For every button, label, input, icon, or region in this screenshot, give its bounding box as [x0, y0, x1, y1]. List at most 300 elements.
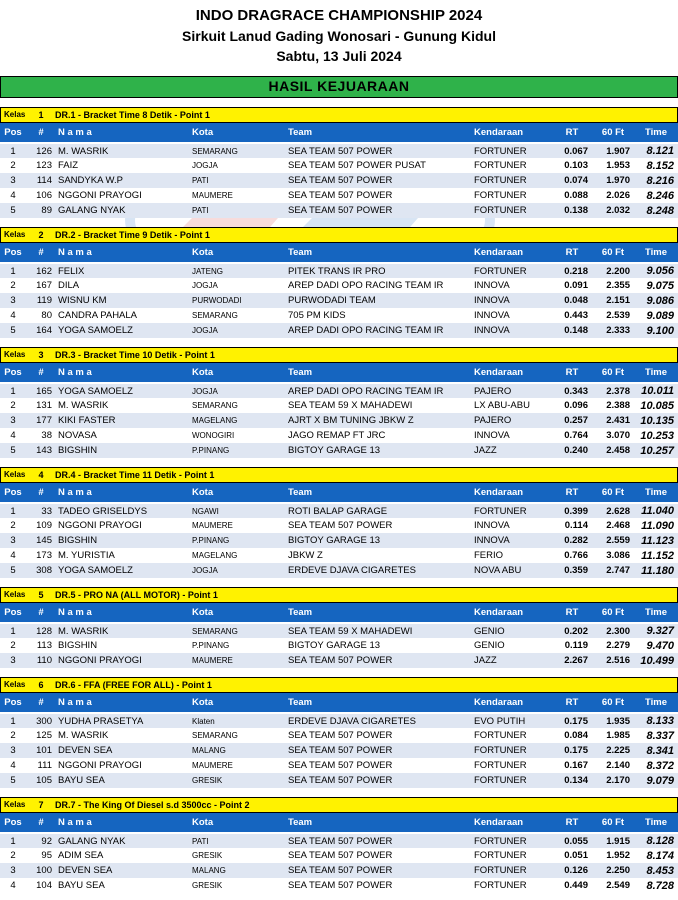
table-header-row — [0, 363, 678, 383]
header-pos: Pos — [0, 483, 26, 503]
cell-time: 8.453 — [634, 863, 678, 878]
table-row — [0, 863, 678, 878]
cell-name: M. WASRIK — [56, 143, 190, 158]
cell-rt: 0.218 — [552, 263, 592, 278]
results-table — [0, 603, 678, 668]
cell-rt: 0.055 — [552, 833, 592, 848]
cell-city: MAGELANG — [190, 548, 286, 563]
cell-team: PURWODADI TEAM — [286, 293, 472, 308]
cell-pos: 4 — [0, 308, 26, 323]
header-name: N a m a — [56, 813, 190, 833]
cell-number: 89 — [26, 203, 56, 218]
event-title: INDO DRAGRACE CHAMPIONSHIP 2024 — [195, 7, 483, 24]
cell-name: BIGSHIN — [56, 533, 190, 548]
cell-60ft: 2.250 — [592, 863, 634, 878]
cell-rt: 0.119 — [552, 638, 592, 653]
cell-number: 123 — [26, 158, 56, 173]
cell-name: NGGONI PRAYOGI — [56, 518, 190, 533]
cell-60ft: 2.032 — [592, 203, 634, 218]
cell-60ft: 2.140 — [592, 758, 634, 773]
cell-pos: 2 — [0, 158, 26, 173]
cell-time: 8.337 — [634, 728, 678, 743]
cell-60ft: 2.559 — [592, 533, 634, 548]
cell-name: KIKI FASTER — [56, 413, 190, 428]
cell-city: PURWODADI — [190, 293, 286, 308]
cell-number: 125 — [26, 728, 56, 743]
cell-number: 92 — [26, 833, 56, 848]
cell-number: 128 — [26, 623, 56, 638]
table-row — [0, 263, 678, 278]
cell-pos: 3 — [0, 293, 26, 308]
class-number: 6 — [38, 680, 44, 690]
cell-rt: 0.074 — [552, 173, 592, 188]
header-vehicle: Kendaraan — [472, 363, 552, 383]
cell-vehicle: NOVA ABU — [472, 563, 552, 578]
cell-name: WISNU KM — [56, 293, 190, 308]
header-city: Kota — [190, 603, 286, 623]
cell-number: 95 — [26, 848, 56, 863]
cell-pos: 2 — [0, 518, 26, 533]
cell-name: SANDYKA W.P — [56, 173, 190, 188]
cell-60ft: 1.970 — [592, 173, 634, 188]
cell-vehicle: LX ABU-ABU — [472, 398, 552, 413]
cell-city: PATI — [190, 833, 286, 848]
header-time: Time — [634, 123, 678, 143]
table-row — [0, 773, 678, 788]
cell-number: 101 — [26, 743, 56, 758]
cell-name: NGGONI PRAYOGI — [56, 653, 190, 668]
cell-name: CANDRA PAHALA — [56, 308, 190, 323]
cell-60ft: 1.952 — [592, 848, 634, 863]
cell-rt: 0.088 — [552, 188, 592, 203]
cell-pos: 3 — [0, 653, 26, 668]
cell-time: 8.121 — [634, 143, 678, 158]
table-row — [0, 623, 678, 638]
cell-vehicle: PAJERO — [472, 383, 552, 398]
cell-team: SEA TEAM 507 POWER — [286, 773, 472, 788]
cell-time: 11.123 — [634, 533, 678, 548]
cell-vehicle: INNOVA — [472, 518, 552, 533]
cell-number: 173 — [26, 548, 56, 563]
cell-60ft: 2.431 — [592, 413, 634, 428]
results-table — [0, 483, 678, 578]
cell-time: 9.056 — [634, 263, 678, 278]
cell-60ft: 1.953 — [592, 158, 634, 173]
header-rt: RT — [552, 363, 592, 383]
cell-pos: 2 — [0, 728, 26, 743]
header-60ft: 60 Ft — [592, 813, 634, 833]
class-name: DR.1 - Bracket Time 8 Detik - Point 1 — [55, 110, 210, 120]
cell-vehicle: FORTUNER — [472, 203, 552, 218]
header-time: Time — [634, 243, 678, 263]
cell-name: GALANG NYAK — [56, 833, 190, 848]
cell-team: AREP DADI OPO RACING TEAM IR — [286, 323, 472, 338]
cell-60ft: 2.151 — [592, 293, 634, 308]
table-header-row — [0, 603, 678, 623]
cell-time: 8.341 — [634, 743, 678, 758]
cell-60ft: 2.388 — [592, 398, 634, 413]
results-table — [0, 693, 678, 788]
cell-60ft: 2.468 — [592, 518, 634, 533]
class-name: DR.2 - Bracket Time 9 Detik - Point 1 — [55, 230, 210, 240]
header-number: # — [26, 813, 56, 833]
cell-city: JOGJA — [190, 563, 286, 578]
cell-60ft: 2.333 — [592, 323, 634, 338]
cell-60ft: 2.539 — [592, 308, 634, 323]
cell-city: PATI — [190, 173, 286, 188]
table-row — [0, 518, 678, 533]
cell-city: NGAWI — [190, 503, 286, 518]
header-city: Kota — [190, 363, 286, 383]
cell-team: SEA TEAM 507 POWER — [286, 188, 472, 203]
class-title-bar — [0, 227, 678, 243]
cell-time: 8.728 — [634, 878, 678, 893]
header-city: Kota — [190, 693, 286, 713]
cell-name: NGGONI PRAYOGI — [56, 758, 190, 773]
results-table — [0, 243, 678, 338]
cell-name: BAYU SEA — [56, 773, 190, 788]
cell-vehicle: INNOVA — [472, 533, 552, 548]
cell-rt: 0.257 — [552, 413, 592, 428]
header-time: Time — [634, 603, 678, 623]
cell-number: 100 — [26, 863, 56, 878]
cell-time: 11.180 — [634, 563, 678, 578]
cell-rt: 0.096 — [552, 398, 592, 413]
cell-name: BAYU SEA — [56, 878, 190, 893]
cell-vehicle: EVO PUTIH — [472, 713, 552, 728]
cell-rt: 0.103 — [552, 158, 592, 173]
cell-time: 9.086 — [634, 293, 678, 308]
header-rt: RT — [552, 693, 592, 713]
cell-rt: 0.175 — [552, 743, 592, 758]
cell-vehicle: FORTUNER — [472, 158, 552, 173]
table-row — [0, 158, 678, 173]
cell-number: 114 — [26, 173, 56, 188]
cell-time: 8.174 — [634, 848, 678, 863]
cell-team: SEA TEAM 507 POWER PUSAT — [286, 158, 472, 173]
cell-number: 80 — [26, 308, 56, 323]
class-name: DR.6 - FFA (FREE FOR ALL) - Point 1 — [55, 680, 212, 690]
cell-city: SEMARANG — [190, 728, 286, 743]
header-rt: RT — [552, 243, 592, 263]
table-row — [0, 713, 678, 728]
cell-city: GRESIK — [190, 848, 286, 863]
cell-60ft: 3.070 — [592, 428, 634, 443]
cell-team: BIGTOY GARAGE 13 — [286, 443, 472, 458]
header-time: Time — [634, 483, 678, 503]
cell-pos: 5 — [0, 443, 26, 458]
class-number: 5 — [38, 590, 44, 600]
header-team: Team — [286, 483, 472, 503]
header-rt: RT — [552, 123, 592, 143]
cell-name: FELIX — [56, 263, 190, 278]
header-vehicle: Kendaraan — [472, 813, 552, 833]
cell-pos: 1 — [0, 623, 26, 638]
cell-city: MAUMERE — [190, 653, 286, 668]
cell-pos: 3 — [0, 743, 26, 758]
cell-team: SEA TEAM 507 POWER — [286, 758, 472, 773]
cell-city: P.PINANG — [190, 533, 286, 548]
header-vehicle: Kendaraan — [472, 603, 552, 623]
cell-60ft: 3.086 — [592, 548, 634, 563]
cell-team: SEA TEAM 507 POWER — [286, 863, 472, 878]
cell-team: SEA TEAM 507 POWER — [286, 653, 472, 668]
class-title-bar — [0, 677, 678, 693]
cell-time: 8.216 — [634, 173, 678, 188]
header-city: Kota — [190, 483, 286, 503]
class-block — [0, 587, 678, 668]
table-row — [0, 428, 678, 443]
header-pos: Pos — [0, 693, 26, 713]
cell-number: 162 — [26, 263, 56, 278]
header-city: Kota — [190, 243, 286, 263]
table-row — [0, 878, 678, 893]
cell-pos: 4 — [0, 878, 26, 893]
cell-pos: 1 — [0, 503, 26, 518]
cell-number: 131 — [26, 398, 56, 413]
cell-name: M. YURISTIA — [56, 548, 190, 563]
cell-city: P.PINANG — [190, 443, 286, 458]
cell-time: 11.152 — [634, 548, 678, 563]
cell-name: BIGSHIN — [56, 638, 190, 653]
cell-time: 8.246 — [634, 188, 678, 203]
cell-rt: 0.202 — [552, 623, 592, 638]
table-row — [0, 503, 678, 518]
cell-time: 9.089 — [634, 308, 678, 323]
cell-team: BIGTOY GARAGE 13 — [286, 533, 472, 548]
cell-time: 10.257 — [634, 443, 678, 458]
cell-60ft: 1.935 — [592, 713, 634, 728]
cell-city: MAUMERE — [190, 518, 286, 533]
cell-rt: 0.134 — [552, 773, 592, 788]
cell-name: M. WASRIK — [56, 398, 190, 413]
cell-rt: 0.282 — [552, 533, 592, 548]
cell-vehicle: FORTUNER — [472, 758, 552, 773]
cell-name: YUDHA PRASETYA — [56, 713, 190, 728]
cell-vehicle: JAZZ — [472, 653, 552, 668]
class-name: DR.4 - Bracket Time 11 Detik - Point 1 — [55, 470, 215, 480]
kelas-label: Kelas — [4, 110, 26, 119]
cell-city: MALANG — [190, 743, 286, 758]
header-time: Time — [634, 693, 678, 713]
cell-60ft: 1.907 — [592, 143, 634, 158]
cell-team: SEA TEAM 59 X MAHADEWI — [286, 398, 472, 413]
cell-60ft: 2.355 — [592, 278, 634, 293]
class-name: DR.7 - The King Of Diesel s.d 3500cc - Point 2 — [55, 800, 250, 810]
cell-vehicle: FORTUNER — [472, 728, 552, 743]
cell-60ft: 2.200 — [592, 263, 634, 278]
cell-pos: 4 — [0, 188, 26, 203]
cell-vehicle: INNOVA — [472, 293, 552, 308]
cell-time: 8.372 — [634, 758, 678, 773]
cell-vehicle: FORTUNER — [472, 833, 552, 848]
header-city: Kota — [190, 123, 286, 143]
table-row — [0, 413, 678, 428]
class-name: DR.3 - Bracket Time 10 Detik - Point 1 — [55, 350, 215, 360]
cell-rt: 0.449 — [552, 878, 592, 893]
cell-team: SEA TEAM 507 POWER — [286, 878, 472, 893]
header-name: N a m a — [56, 483, 190, 503]
cell-time: 10.253 — [634, 428, 678, 443]
cell-60ft: 2.279 — [592, 638, 634, 653]
cell-vehicle: FORTUNER — [472, 143, 552, 158]
kelas-label: Kelas — [4, 680, 26, 689]
cell-rt: 0.051 — [552, 848, 592, 863]
table-row — [0, 653, 678, 668]
cell-vehicle: INNOVA — [472, 278, 552, 293]
class-block — [0, 797, 678, 893]
cell-city: JOGJA — [190, 158, 286, 173]
cell-number: 308 — [26, 563, 56, 578]
cell-pos: 4 — [0, 428, 26, 443]
cell-rt: 0.443 — [552, 308, 592, 323]
header-rt: RT — [552, 603, 592, 623]
cell-name: FAIZ — [56, 158, 190, 173]
cell-name: YOGA SAMOELZ — [56, 563, 190, 578]
header-number: # — [26, 483, 56, 503]
class-number: 2 — [38, 230, 44, 240]
header-pos: Pos — [0, 243, 26, 263]
cell-rt: 0.048 — [552, 293, 592, 308]
cell-team: SEA TEAM 507 POWER — [286, 743, 472, 758]
table-row — [0, 383, 678, 398]
cell-pos: 2 — [0, 848, 26, 863]
cell-team: SEA TEAM 507 POWER — [286, 833, 472, 848]
class-block — [0, 677, 678, 788]
cell-team: PITEK TRANS IR PRO — [286, 263, 472, 278]
cell-rt: 0.359 — [552, 563, 592, 578]
table-header-row — [0, 243, 678, 263]
cell-number: 111 — [26, 758, 56, 773]
results-table — [0, 813, 678, 893]
cell-number: 110 — [26, 653, 56, 668]
cell-pos: 2 — [0, 398, 26, 413]
kelas-label: Kelas — [4, 800, 26, 809]
cell-time: 10.085 — [634, 398, 678, 413]
cell-team: JAGO REMAP FT JRC — [286, 428, 472, 443]
cell-number: 113 — [26, 638, 56, 653]
table-row — [0, 323, 678, 338]
class-number: 1 — [38, 110, 44, 120]
table-row — [0, 143, 678, 158]
header-name: N a m a — [56, 363, 190, 383]
cell-rt: 0.126 — [552, 863, 592, 878]
cell-rt: 0.764 — [552, 428, 592, 443]
cell-vehicle: PAJERO — [472, 413, 552, 428]
table-row — [0, 638, 678, 653]
cell-city: SEMARANG — [190, 623, 286, 638]
header-pos: Pos — [0, 363, 26, 383]
table-row — [0, 188, 678, 203]
cell-number: 143 — [26, 443, 56, 458]
table-row — [0, 743, 678, 758]
header-number: # — [26, 123, 56, 143]
cell-city: P.PINANG — [190, 638, 286, 653]
cell-team: SEA TEAM 507 POWER — [286, 173, 472, 188]
cell-team: ERDEVE DJAVA CIGARETES — [286, 713, 472, 728]
header-rt: RT — [552, 483, 592, 503]
cell-pos: 5 — [0, 203, 26, 218]
cell-pos: 5 — [0, 563, 26, 578]
cell-number: 126 — [26, 143, 56, 158]
cell-team: SEA TEAM 507 POWER — [286, 143, 472, 158]
header-name: N a m a — [56, 243, 190, 263]
class-title-bar — [0, 467, 678, 483]
table-header-row — [0, 483, 678, 503]
cell-vehicle: INNOVA — [472, 323, 552, 338]
header-pos: Pos — [0, 603, 26, 623]
cell-number: 119 — [26, 293, 56, 308]
cell-vehicle: FORTUNER — [472, 173, 552, 188]
cell-number: 104 — [26, 878, 56, 893]
cell-city: MALANG — [190, 863, 286, 878]
cell-number: 33 — [26, 503, 56, 518]
cell-time: 11.090 — [634, 518, 678, 533]
cell-pos: 1 — [0, 143, 26, 158]
class-number: 3 — [38, 350, 44, 360]
cell-team: SEA TEAM 507 POWER — [286, 203, 472, 218]
header-team: Team — [286, 243, 472, 263]
table-row — [0, 293, 678, 308]
cell-team: ERDEVE DJAVA CIGARETES — [286, 563, 472, 578]
cell-time: 9.100 — [634, 323, 678, 338]
table-row — [0, 278, 678, 293]
cell-rt: 0.091 — [552, 278, 592, 293]
cell-rt: 0.167 — [552, 758, 592, 773]
header-60ft: 60 Ft — [592, 603, 634, 623]
cell-number: 145 — [26, 533, 56, 548]
cell-vehicle: GENIO — [472, 638, 552, 653]
header-number: # — [26, 603, 56, 623]
cell-pos: 3 — [0, 863, 26, 878]
cell-60ft: 2.516 — [592, 653, 634, 668]
cell-number: 167 — [26, 278, 56, 293]
cell-team: AJRT X BM TUNING JBKW Z — [286, 413, 472, 428]
cell-number: 165 — [26, 383, 56, 398]
cell-time: 10.135 — [634, 413, 678, 428]
header-60ft: 60 Ft — [592, 693, 634, 713]
class-block — [0, 467, 678, 578]
cell-name: GALANG NYAK — [56, 203, 190, 218]
cell-vehicle: FORTUNER — [472, 773, 552, 788]
table-row — [0, 758, 678, 773]
table-row — [0, 443, 678, 458]
results-table — [0, 123, 678, 218]
cell-number: 177 — [26, 413, 56, 428]
cell-vehicle: INNOVA — [472, 428, 552, 443]
cell-city: SEMARANG — [190, 308, 286, 323]
cell-time: 8.152 — [634, 158, 678, 173]
table-header-row — [0, 813, 678, 833]
cell-name: YOGA SAMOELZ — [56, 383, 190, 398]
event-date: Sabtu, 13 Juli 2024 — [276, 48, 402, 64]
cell-60ft: 1.915 — [592, 833, 634, 848]
header-name: N a m a — [56, 693, 190, 713]
cell-number: 105 — [26, 773, 56, 788]
cell-rt: 0.067 — [552, 143, 592, 158]
cell-city: SEMARANG — [190, 398, 286, 413]
cell-60ft: 2.378 — [592, 383, 634, 398]
cell-60ft: 2.300 — [592, 623, 634, 638]
header-vehicle: Kendaraan — [472, 483, 552, 503]
results-table — [0, 363, 678, 458]
cell-city: GRESIK — [190, 878, 286, 893]
kelas-label: Kelas — [4, 230, 26, 239]
cell-city: JOGJA — [190, 323, 286, 338]
cell-time: 8.128 — [634, 833, 678, 848]
cell-vehicle: GENIO — [472, 623, 552, 638]
cell-time: 9.470 — [634, 638, 678, 653]
